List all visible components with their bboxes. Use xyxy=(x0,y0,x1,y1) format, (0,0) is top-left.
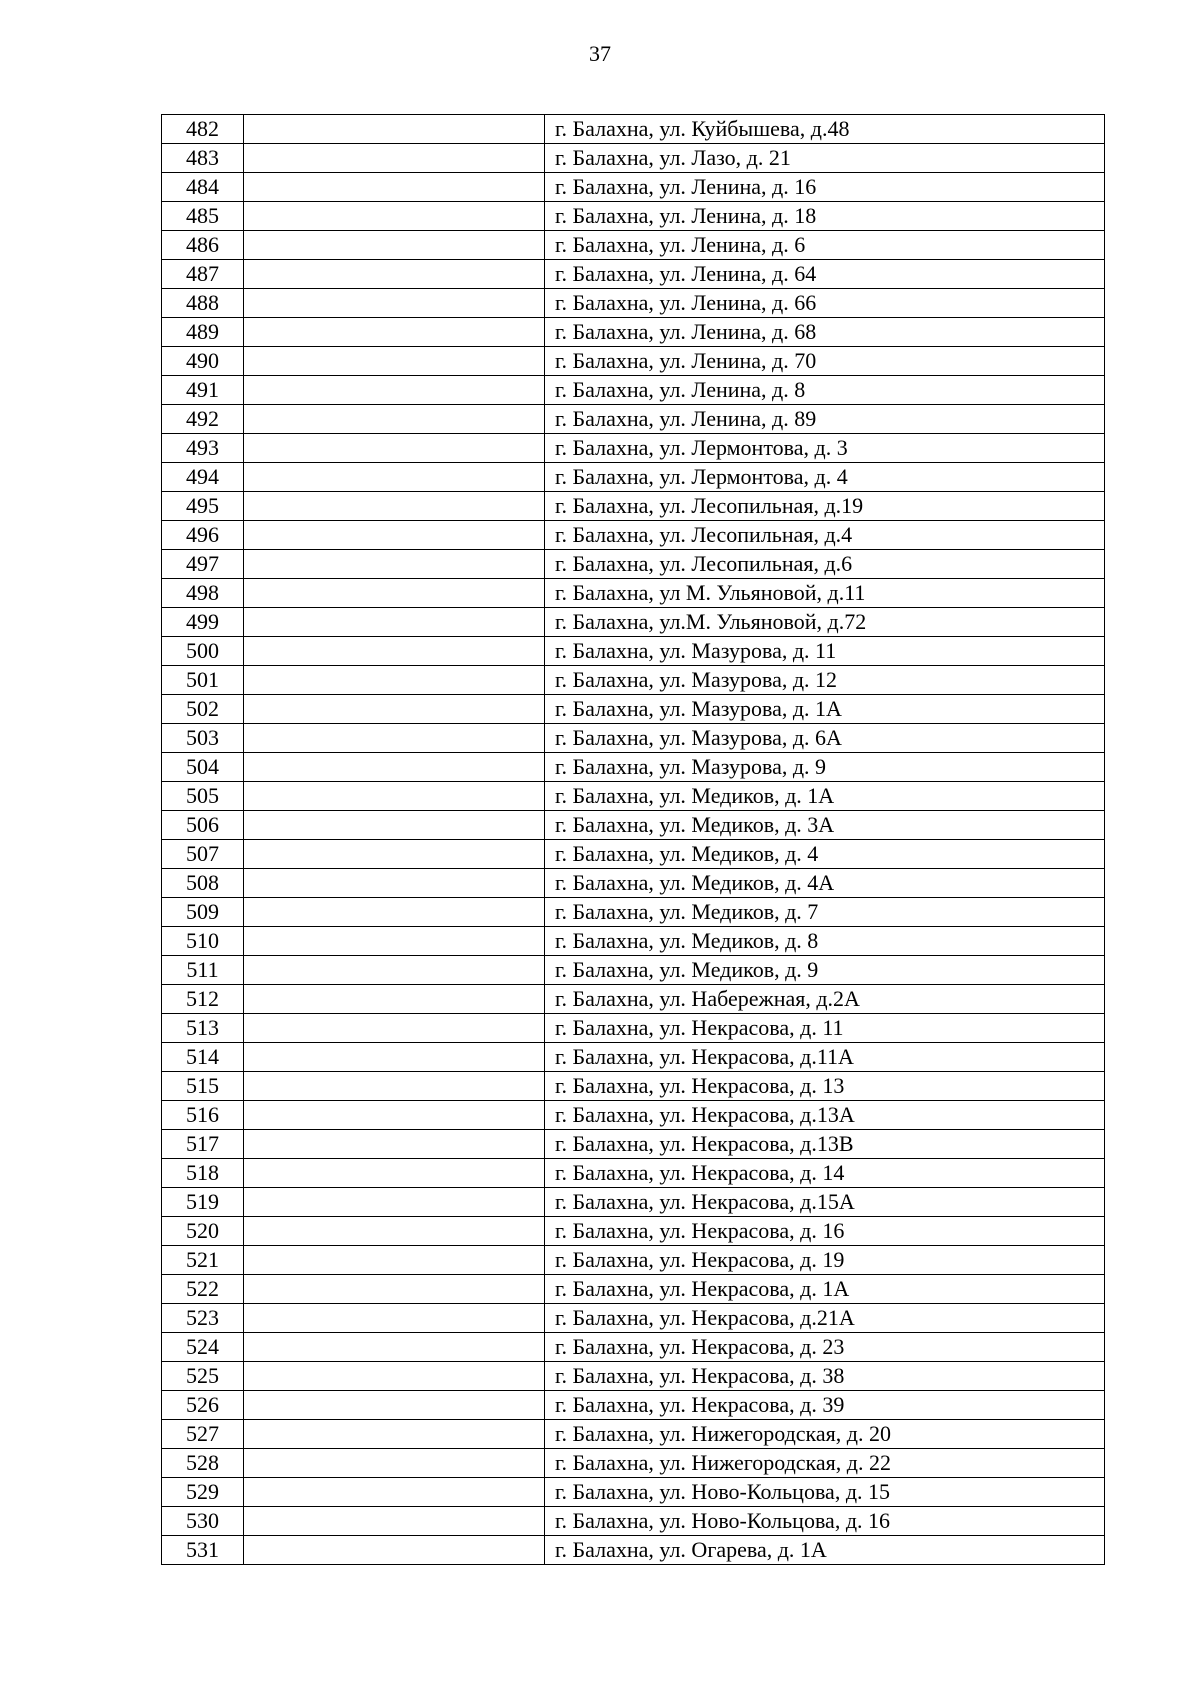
address-cell: г. Балахна, ул. Медиков, д. 9 xyxy=(545,956,1105,985)
table-row xyxy=(162,695,1105,724)
empty-cell xyxy=(244,1159,545,1188)
row-number-cell: 512 xyxy=(162,985,244,1014)
empty-cell xyxy=(244,927,545,956)
empty-cell xyxy=(244,840,545,869)
empty-cell xyxy=(244,173,545,202)
table-row xyxy=(162,376,1105,405)
empty-cell xyxy=(244,724,545,753)
address-cell: г. Балахна, ул. Медиков, д. 4А xyxy=(545,869,1105,898)
row-number-cell: 506 xyxy=(162,811,244,840)
row-number-cell: 501 xyxy=(162,666,244,695)
table-row xyxy=(162,782,1105,811)
address-cell: г. Балахна, ул. Ленина, д. 64 xyxy=(545,260,1105,289)
table-row xyxy=(162,347,1105,376)
empty-cell xyxy=(244,1043,545,1072)
row-number-cell: 510 xyxy=(162,927,244,956)
row-number-cell: 525 xyxy=(162,1362,244,1391)
address-cell: г. Балахна, ул. Огарева, д. 1А xyxy=(545,1536,1105,1565)
row-number-cell: 519 xyxy=(162,1188,244,1217)
empty-cell xyxy=(244,1275,545,1304)
address-cell: г. Балахна, ул. Некрасова, д.15А xyxy=(545,1188,1105,1217)
table-row xyxy=(162,144,1105,173)
address-cell: г. Балахна, ул. Некрасова, д. 11 xyxy=(545,1014,1105,1043)
empty-cell xyxy=(244,144,545,173)
address-cell: г. Балахна, ул. Медиков, д. 7 xyxy=(545,898,1105,927)
table-row xyxy=(162,1536,1105,1565)
row-number-cell: 482 xyxy=(162,115,244,144)
address-cell: г. Балахна, ул. Медиков, д. 8 xyxy=(545,927,1105,956)
row-number-cell: 499 xyxy=(162,608,244,637)
empty-cell xyxy=(244,1014,545,1043)
empty-cell xyxy=(244,492,545,521)
table-row xyxy=(162,666,1105,695)
table-row xyxy=(162,956,1105,985)
table-row xyxy=(162,115,1105,144)
table-row xyxy=(162,579,1105,608)
table-row xyxy=(162,840,1105,869)
empty-cell xyxy=(244,289,545,318)
row-number-cell: 526 xyxy=(162,1391,244,1420)
row-number-cell: 487 xyxy=(162,260,244,289)
address-cell: г. Балахна, ул. Некрасова, д. 16 xyxy=(545,1217,1105,1246)
empty-cell xyxy=(244,956,545,985)
empty-cell xyxy=(244,1536,545,1565)
row-number-cell: 494 xyxy=(162,463,244,492)
empty-cell xyxy=(244,869,545,898)
empty-cell xyxy=(244,521,545,550)
table-row xyxy=(162,521,1105,550)
address-cell: г. Балахна, ул. Мазурова, д. 11 xyxy=(545,637,1105,666)
page-number: 37 xyxy=(589,41,611,66)
row-number-cell: 522 xyxy=(162,1275,244,1304)
address-cell: г. Балахна, ул. Мазурова, д. 6А xyxy=(545,724,1105,753)
table-row xyxy=(162,1478,1105,1507)
address-cell: г. Балахна, ул. Ленина, д. 89 xyxy=(545,405,1105,434)
address-cell: г. Балахна, ул. Некрасова, д.13В xyxy=(545,1130,1105,1159)
row-number-cell: 505 xyxy=(162,782,244,811)
table-row xyxy=(162,1333,1105,1362)
address-cell: г. Балахна, ул. Куйбышева, д.48 xyxy=(545,115,1105,144)
address-cell: г. Балахна, ул. Набережная, д.2А xyxy=(545,985,1105,1014)
row-number-cell: 496 xyxy=(162,521,244,550)
table-row xyxy=(162,753,1105,782)
table-row xyxy=(162,1159,1105,1188)
empty-cell xyxy=(244,666,545,695)
row-number-cell: 508 xyxy=(162,869,244,898)
table-row xyxy=(162,289,1105,318)
empty-cell xyxy=(244,115,545,144)
address-cell: г. Балахна, ул. Некрасова, д. 38 xyxy=(545,1362,1105,1391)
address-cell: г. Балахна, ул. Ново-Кольцова, д. 15 xyxy=(545,1478,1105,1507)
row-number-cell: 531 xyxy=(162,1536,244,1565)
row-number-cell: 518 xyxy=(162,1159,244,1188)
table-row xyxy=(162,898,1105,927)
empty-cell xyxy=(244,405,545,434)
empty-cell xyxy=(244,811,545,840)
table-row xyxy=(162,869,1105,898)
empty-cell xyxy=(244,1304,545,1333)
address-cell: г. Балахна, ул. Некрасова, д. 13 xyxy=(545,1072,1105,1101)
empty-cell xyxy=(244,1449,545,1478)
address-cell: г. Балахна, ул. Медиков, д. 4 xyxy=(545,840,1105,869)
address-cell: г. Балахна, ул. Нижегородская, д. 20 xyxy=(545,1420,1105,1449)
address-cell: г. Балахна, ул. Медиков, д. 1А xyxy=(545,782,1105,811)
table-row xyxy=(162,260,1105,289)
row-number-cell: 516 xyxy=(162,1101,244,1130)
row-number-cell: 511 xyxy=(162,956,244,985)
row-number-cell: 529 xyxy=(162,1478,244,1507)
row-number-cell: 489 xyxy=(162,318,244,347)
address-cell: г. Балахна, ул. Ленина, д. 6 xyxy=(545,231,1105,260)
empty-cell xyxy=(244,376,545,405)
address-cell: г. Балахна, ул. Ново-Кольцова, д. 16 xyxy=(545,1507,1105,1536)
table-row xyxy=(162,463,1105,492)
row-number-cell: 485 xyxy=(162,202,244,231)
row-number-cell: 484 xyxy=(162,173,244,202)
table-row xyxy=(162,318,1105,347)
table-row xyxy=(162,1507,1105,1536)
empty-cell xyxy=(244,637,545,666)
address-cell: г. Балахна, ул.М. Ульяновой, д.72 xyxy=(545,608,1105,637)
table-row xyxy=(162,1304,1105,1333)
table-row xyxy=(162,1014,1105,1043)
empty-cell xyxy=(244,898,545,927)
row-number-cell: 523 xyxy=(162,1304,244,1333)
empty-cell xyxy=(244,1101,545,1130)
address-cell: г. Балахна, ул. Лермонтова, д. 3 xyxy=(545,434,1105,463)
address-cell: г. Балахна, ул. Медиков, д. 3А xyxy=(545,811,1105,840)
table-row xyxy=(162,492,1105,521)
address-cell: г. Балахна, ул. Ленина, д. 70 xyxy=(545,347,1105,376)
address-cell: г. Балахна, ул. Мазурова, д. 1А xyxy=(545,695,1105,724)
row-number-cell: 490 xyxy=(162,347,244,376)
address-cell: г. Балахна, ул. Мазурова, д. 9 xyxy=(545,753,1105,782)
empty-cell xyxy=(244,608,545,637)
table-row xyxy=(162,1362,1105,1391)
row-number-cell: 497 xyxy=(162,550,244,579)
table-row xyxy=(162,985,1105,1014)
address-cell: г. Балахна, ул. Некрасова, д. 23 xyxy=(545,1333,1105,1362)
table-row xyxy=(162,1130,1105,1159)
row-number-cell: 527 xyxy=(162,1420,244,1449)
table-row xyxy=(162,1072,1105,1101)
table-row xyxy=(162,637,1105,666)
empty-cell xyxy=(244,1333,545,1362)
row-number-cell: 495 xyxy=(162,492,244,521)
row-number-cell: 491 xyxy=(162,376,244,405)
address-cell: г. Балахна, ул. Некрасова, д. 14 xyxy=(545,1159,1105,1188)
row-number-cell: 517 xyxy=(162,1130,244,1159)
table-row xyxy=(162,173,1105,202)
row-number-cell: 498 xyxy=(162,579,244,608)
address-cell: г. Балахна, ул. Некрасова, д. 19 xyxy=(545,1246,1105,1275)
address-cell: г. Балахна, ул. Ленина, д. 8 xyxy=(545,376,1105,405)
empty-cell xyxy=(244,231,545,260)
table-row xyxy=(162,1101,1105,1130)
row-number-cell: 524 xyxy=(162,1333,244,1362)
row-number-cell: 530 xyxy=(162,1507,244,1536)
empty-cell xyxy=(244,434,545,463)
table-row xyxy=(162,811,1105,840)
empty-cell xyxy=(244,1420,545,1449)
empty-cell xyxy=(244,1072,545,1101)
address-cell: г. Балахна, ул. Лесопильная, д.6 xyxy=(545,550,1105,579)
row-number-cell: 492 xyxy=(162,405,244,434)
row-number-cell: 500 xyxy=(162,637,244,666)
table-row xyxy=(162,1043,1105,1072)
empty-cell xyxy=(244,1217,545,1246)
empty-cell xyxy=(244,782,545,811)
table-row xyxy=(162,1217,1105,1246)
address-cell: г. Балахна, ул. Мазурова, д. 12 xyxy=(545,666,1105,695)
table-row xyxy=(162,550,1105,579)
empty-cell xyxy=(244,260,545,289)
table-row xyxy=(162,1188,1105,1217)
table-row xyxy=(162,405,1105,434)
address-cell: г. Балахна, ул. Ленина, д. 66 xyxy=(545,289,1105,318)
address-cell: г. Балахна, ул. Некрасова, д.13А xyxy=(545,1101,1105,1130)
empty-cell xyxy=(244,753,545,782)
table-row xyxy=(162,1275,1105,1304)
row-number-cell: 507 xyxy=(162,840,244,869)
empty-cell xyxy=(244,985,545,1014)
row-number-cell: 502 xyxy=(162,695,244,724)
address-cell: г. Балахна, ул. Лазо, д. 21 xyxy=(545,144,1105,173)
address-cell: г. Балахна, ул. Ленина, д. 68 xyxy=(545,318,1105,347)
row-number-cell: 520 xyxy=(162,1217,244,1246)
empty-cell xyxy=(244,463,545,492)
row-number-cell: 488 xyxy=(162,289,244,318)
row-number-cell: 509 xyxy=(162,898,244,927)
table-row xyxy=(162,724,1105,753)
empty-cell xyxy=(244,695,545,724)
row-number-cell: 486 xyxy=(162,231,244,260)
row-number-cell: 513 xyxy=(162,1014,244,1043)
table-row xyxy=(162,434,1105,463)
table-row xyxy=(162,1246,1105,1275)
address-cell: г. Балахна, ул. Лесопильная, д.4 xyxy=(545,521,1105,550)
empty-cell xyxy=(244,347,545,376)
empty-cell xyxy=(244,1478,545,1507)
empty-cell xyxy=(244,1188,545,1217)
empty-cell xyxy=(244,1362,545,1391)
table-row xyxy=(162,1420,1105,1449)
address-cell: г. Балахна, ул. Нижегородская, д. 22 xyxy=(545,1449,1105,1478)
table-row xyxy=(162,1391,1105,1420)
row-number-cell: 504 xyxy=(162,753,244,782)
row-number-cell: 503 xyxy=(162,724,244,753)
address-cell: г. Балахна, ул. Некрасова, д. 1А xyxy=(545,1275,1105,1304)
table-row xyxy=(162,202,1105,231)
empty-cell xyxy=(244,1391,545,1420)
address-cell: г. Балахна, ул. Лермонтова, д. 4 xyxy=(545,463,1105,492)
empty-cell xyxy=(244,1246,545,1275)
address-cell: г. Балахна, ул. Ленина, д. 16 xyxy=(545,173,1105,202)
table-row xyxy=(162,608,1105,637)
address-cell: г. Балахна, ул. Некрасова, д.11А xyxy=(545,1043,1105,1072)
address-cell: г. Балахна, ул. Некрасова, д.21А xyxy=(545,1304,1105,1333)
row-number-cell: 493 xyxy=(162,434,244,463)
address-cell: г. Балахна, ул. Некрасова, д. 39 xyxy=(545,1391,1105,1420)
table-row xyxy=(162,231,1105,260)
row-number-cell: 521 xyxy=(162,1246,244,1275)
address-cell: г. Балахна, ул. Лесопильная, д.19 xyxy=(545,492,1105,521)
empty-cell xyxy=(244,1507,545,1536)
address-cell: г. Балахна, ул М. Ульяновой, д.11 xyxy=(545,579,1105,608)
row-number-cell: 515 xyxy=(162,1072,244,1101)
address-cell: г. Балахна, ул. Ленина, д. 18 xyxy=(545,202,1105,231)
empty-cell xyxy=(244,318,545,347)
empty-cell xyxy=(244,579,545,608)
table-row xyxy=(162,1449,1105,1478)
table-row xyxy=(162,927,1105,956)
row-number-cell: 528 xyxy=(162,1449,244,1478)
empty-cell xyxy=(244,550,545,579)
row-number-cell: 483 xyxy=(162,144,244,173)
empty-cell xyxy=(244,1130,545,1159)
empty-cell xyxy=(244,202,545,231)
address-table xyxy=(161,114,1105,1565)
address-table-body xyxy=(162,115,1105,1565)
row-number-cell: 514 xyxy=(162,1043,244,1072)
